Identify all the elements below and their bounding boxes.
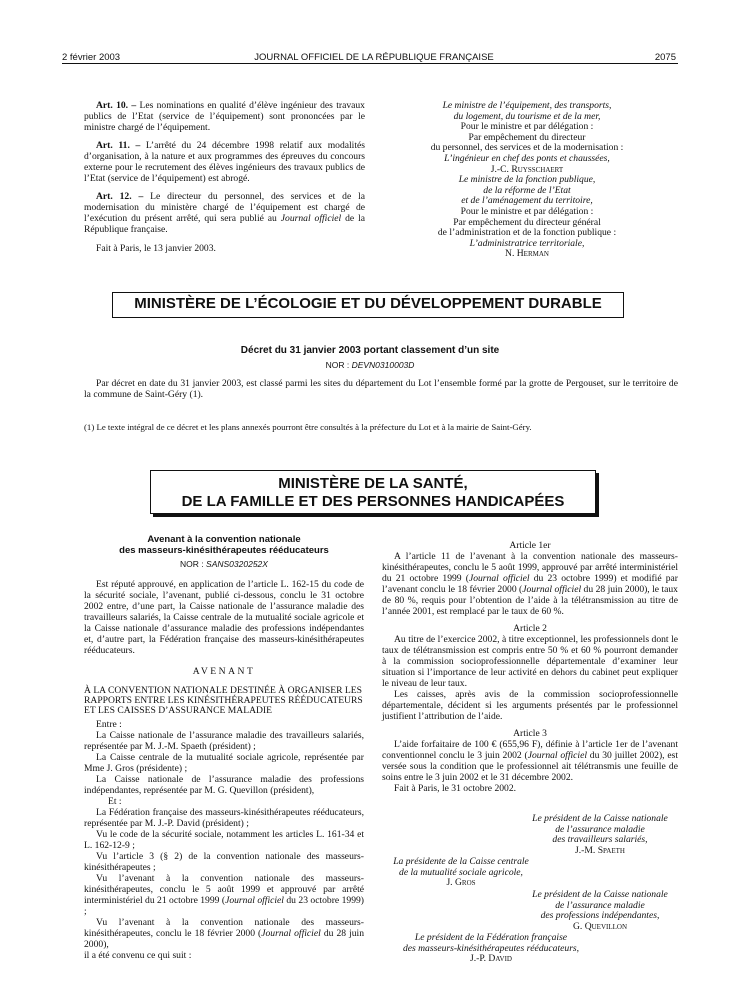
avenant-heading: AVENANT <box>192 666 256 677</box>
article-12-jo: Journal officiel <box>280 213 342 224</box>
article-1-a: A l’article 11 de l’avenant à la convention nationale des masseurs-kinésithérapeutes, conclu le 5 août 1999, approuvé par arrêté interministériel du 21 octobre 1999 ( <box>382 551 678 584</box>
article-2-p1: Au titre de l’exercice 2002, à titre exceptionnel, les professionnels dont le taux de télétransmission est compris entre 50 % et 60 % pourront demander à la commission socioprofessionnelle départementale d’examiner leur situation si l’importance de leur activité en dehors du cabinet peut expliquer le niveau de leur taux. <box>382 634 678 689</box>
sig2-line2: de la mutualité sociale agricole, <box>399 866 523 878</box>
sig1-line1: Le président de la Caisse nationale <box>532 813 668 824</box>
article-12-label: Art. 12. – <box>96 191 144 202</box>
vu-3-a: Vu l’avenant à la convention nationale des masseurs-kinésithérapeutes, conclu le 5 août 1999 et approuvé par arrêté interministériel du 21 octobre 1999 ( <box>84 873 364 906</box>
ministry-sante-line2: DE LA FAMILLE ET DES PERSONNES HANDICAPÉES <box>181 493 565 510</box>
article-11 <box>84 140 365 184</box>
avenant-subheading: À LA CONVENTION NATIONALE DESTINÉE À ORGANISER LES RAPPORTS ENTRE LES KINÉSITHÉRAPEUTES RÉÉDUCATEURS ET LES CAISSES D’ASSURANCE MALADIE <box>84 685 363 716</box>
article-11-label: Art. 11. – <box>96 140 141 151</box>
ministry-sante-box <box>150 470 596 514</box>
ministry-sante-line1: MINISTÈRE DE LA SANTÉ, <box>278 475 468 492</box>
sig3-line3: des professions indépendantes, <box>540 910 660 922</box>
article-1-b: du 23 octobre 1999) et modifié par l’avenant conclu le 18 février 2000 ( <box>382 573 679 595</box>
sig3-line1: Le président de la Caisse nationale <box>532 889 668 900</box>
sig3-name: G. Quevillon <box>572 920 628 932</box>
sig3-line2: de l’assurance maladie <box>555 899 645 911</box>
avenant-nor <box>84 559 364 570</box>
avenant-title <box>84 535 364 556</box>
sig2-name: J. Gros <box>446 877 476 889</box>
header-rule <box>62 63 678 64</box>
avenant-title-line2: des masseurs-kinésithérapeutes rééducateurs <box>119 544 329 556</box>
party-1: La Caisse nationale de l’assurance maladie des travailleurs salariés, représentée par M. J.-M. Spaeth (président) ; <box>84 730 364 752</box>
article-1-jo1: Journal officiel <box>468 573 530 584</box>
sig4-line2: des masseurs-kinésithérapeutes rééducateurs, <box>402 942 580 954</box>
vu-4 <box>84 917 364 950</box>
articles-column <box>382 540 678 794</box>
sig4-line1: Le président de la Fédération française <box>414 932 568 943</box>
sig4-name: J.-P. David <box>470 953 512 965</box>
avenant-column <box>84 535 364 961</box>
article-12 <box>84 191 365 235</box>
signature-line: Pour le ministre et par délégation : <box>460 121 594 133</box>
sig1-line2: de l’assurance maladie <box>555 823 645 835</box>
signature-line: Le ministre de la fonction publique, <box>458 174 596 186</box>
signature-line: N. Herman <box>505 248 549 260</box>
convenu: il a été convenu ce qui suit : <box>84 950 192 961</box>
article-10-label: Art. 10. – <box>96 100 137 111</box>
article-1-text <box>382 551 678 617</box>
sig2-line1: La présidente de la Caisse centrale <box>393 856 529 867</box>
vu-4-a: Vu l’avenant à la convention nationale des masseurs-kinésithérapeutes, conclu le 18 février 2000 ( <box>84 917 364 939</box>
vu-3-jo: Journal officiel <box>225 895 284 906</box>
decree-note: (1) Le texte intégral de ce décret et les plans annexés pourront être consultés à la préfecture du Lot et à la mairie de Saint-Géry. <box>84 422 532 432</box>
decree-nor <box>62 360 678 371</box>
journal-title: JOURNAL OFFICIEL DE LA RÉPUBLIQUE FRANÇAISE <box>254 52 494 63</box>
et: Et : <box>108 796 122 807</box>
signature-david <box>376 933 606 965</box>
sig1-name: J.-M. Spaeth <box>575 844 625 856</box>
signature-line: Pour le ministre et par délégation : <box>460 205 594 217</box>
decree-nor-code: DEVN0310003D <box>351 360 415 370</box>
article-11-text: L’arrêté du 24 décembre 1998 relatif aux modalités d’organisation, à la nature et aux programmes des épreuves du concours externe pour le recrutement des élèves ingénieurs des travaux publics de l’Etat (service de l’équipement) est abrogé. <box>84 140 365 184</box>
decree-title: Décret du 31 janvier 2003 portant classement d’un site <box>240 345 500 356</box>
sig1-line3: des travailleurs salariés, <box>552 834 648 846</box>
party-2: La Caisse centrale de la mutualité sociale agricole, représentée par Mme J. Gros (présidente) ; <box>84 752 364 774</box>
signature-line: du logement, du tourisme et de la mer, <box>453 110 601 122</box>
top-right-signatures <box>376 101 678 260</box>
vu-3 <box>84 873 364 917</box>
article-3-text <box>382 739 678 783</box>
signature-quevillon <box>500 890 700 932</box>
top-left-column <box>84 100 365 254</box>
decree-nor-label: NOR : <box>325 360 352 370</box>
avenant-intro: Est réputé approuvé, en application de l’article L. 162-15 du code de la sécurité sociale, l’avenant, publié ci-dessous, conclu le 31 octobre 2002 entre, d’une part, la Caisse nationale de l’assurance maladie des travailleurs salariés, la Caisse centrale de la mutualité sociale agricole et la Caisse nationale d’assurance maladie des professions indépendantes et, d’autre part, la Fédération française des masseurs-kinésithérapeutes rééducateurs. <box>84 579 364 656</box>
signature-line: du personnel, des services et de la modernisation : <box>430 142 624 154</box>
article-2-p2: Les caisses, après avis de la commission socioprofessionnelle départementale, décident si les arguments présentés par le professionnel justifient l’attribution de l’aide. <box>382 689 678 722</box>
article-10-text: Les nominations en qualité d’élève ingénieur des travaux publics de l’Etat (service de l’équipement) sont prononcées par le ministre chargé de l’équipement. <box>84 100 365 133</box>
article-12-text-a: Le directeur du personnel, des services et de la modernisation du ministère chargé de l’équipement est chargé de l’exécution du présent arrêté, qui sera publié au <box>84 191 365 224</box>
article-3-a: L’aide forfaitaire de 100 € (655,96 F), définie à l’article 1er de l’avenant conventionnel conclu le 3 juin 2002 ( <box>382 739 678 761</box>
signature-line: Le ministre de l’équipement, des transports, <box>442 100 612 111</box>
entre: Entre : <box>96 719 122 730</box>
ministry-ecologie-box: MINISTÈRE DE L’ÉCOLOGIE ET DU DÉVELOPPEMENT DURABLE <box>112 292 624 318</box>
fait-paris-1: Fait à Paris, le 13 janvier 2003. <box>96 243 216 254</box>
article-3-b: du 30 juillet 2002), est versée sous la condition que le professionnel ait télétransmis une feuille de soins entre le 3 juin 2002 et le 31 décembre 2002. <box>382 750 679 783</box>
article-3-title: Article 3 <box>513 728 547 739</box>
signature-line: J.-C. Ruysschaert <box>490 163 564 175</box>
signature-line: L’ingénieur en chef des ponts et chaussées, <box>444 152 610 164</box>
article-1-jo2: Journal officiel <box>522 584 582 595</box>
article-3-jo: Journal officiel <box>527 750 588 761</box>
avenant-nor-code: SANS0320252X <box>206 559 268 569</box>
signature-spaeth <box>500 814 700 856</box>
signature-gros <box>376 857 546 889</box>
article-1-c: du 28 juin 2000), le taux de 80 %, requis pour l’obtention de l’aide à la télétransmission au titre de l’année 2001, est remplacé par le taux de 60 %. <box>382 584 678 617</box>
signature-line: et de l’aménagement du territoire, <box>461 195 593 207</box>
signature-line: de la réforme de l’Etat <box>483 184 571 196</box>
fait-paris-2: Fait à Paris, le 31 octobre 2002. <box>394 783 517 794</box>
article-1-title: Article 1er <box>509 540 551 551</box>
avenant-nor-label: NOR : <box>180 559 207 569</box>
signature-line: de l’administration et de la fonction publique : <box>437 227 617 239</box>
article-10 <box>84 100 365 133</box>
party-3: La Caisse nationale de l’assurance maladie des professions indépendantes, représentée par M. G. Quevillon (président), <box>84 774 364 796</box>
vu-4-b: du 28 juin 2000), <box>84 928 364 950</box>
page-number: 2075 <box>654 52 676 63</box>
article-12-text-b: de la République française. <box>84 213 365 235</box>
party-4: La Fédération française des masseurs-kinésithérapeutes rééducateurs, représentée par M. J.-P. David (président) ; <box>84 807 364 829</box>
article-2-title: Article 2 <box>513 623 547 634</box>
avenant-title-line1: Avenant à la convention nationale <box>147 534 301 545</box>
decree-text: Par décret en date du 31 janvier 2003, est classé parmi les sites du département du Lot l’ensemble formé par la grotte de Pergouset, sur le territoire de la commune de Saint-Géry (1). <box>84 378 678 400</box>
vu-4-jo: Journal officiel <box>261 928 321 939</box>
vu-3-b: du 23 octobre 1999) ; <box>84 895 364 917</box>
vu-1: Vu le code de la sécurité sociale, notamment les articles L. 161-34 et L. 162-12-9 ; <box>84 829 364 851</box>
signature-line: Par empêchement du directeur <box>468 131 586 143</box>
signature-line: Par empêchement du directeur général <box>453 216 601 228</box>
signature-line: L’administratrice territoriale, <box>469 237 585 249</box>
header-date: 2 février 2003 <box>62 52 121 63</box>
vu-2: Vu l’article 3 (§ 2) de la convention nationale des masseurs-kinésithérapeutes ; <box>84 851 364 873</box>
